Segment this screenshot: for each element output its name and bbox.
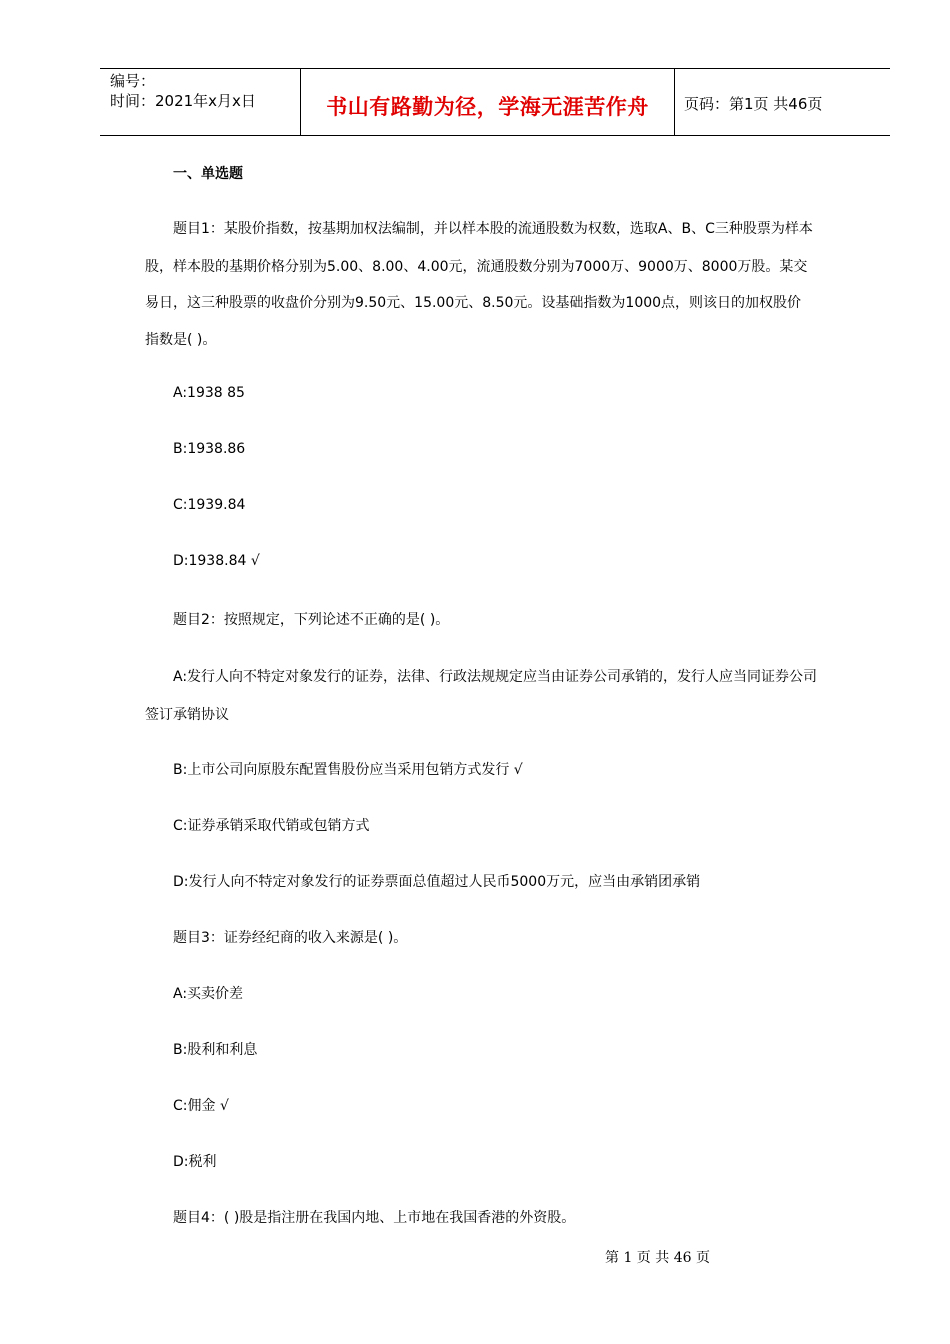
question-2-option-d: D:发行人向不特定对象发行的证券票面总值超过人民币5000万元，应当由承销团承销 bbox=[173, 874, 701, 890]
code-label: 编号： bbox=[110, 72, 156, 90]
question-1-option-c: C:1939.84 bbox=[173, 497, 246, 513]
question-3-text: 题目3：证券经纪商的收入来源是( )。 bbox=[173, 930, 408, 946]
question-2-option-a: 签订承销协议 bbox=[145, 707, 229, 723]
question-1-option-d: D:1938.84 √ bbox=[173, 553, 260, 569]
question-2-text: 题目2：按照规定，下列论述不正确的是( )。 bbox=[173, 612, 450, 628]
header-meta bbox=[110, 71, 256, 111]
question-2-option-c: C:证券承销采取代销或包销方式 bbox=[173, 818, 370, 834]
header-motto: 书山有路勤为径，学海无涯苦作舟 bbox=[326, 95, 649, 119]
time-label: 时间：2021年x月x日 bbox=[110, 92, 256, 110]
question-2-option-a: A:发行人向不特定对象发行的证券，法律、行政法规规定应当由证券公司承销的，发行人应当同证券公司 bbox=[173, 669, 818, 685]
header-page-info: 页码：第1页 共46页 bbox=[684, 95, 823, 113]
section-title: 一、单选题 bbox=[173, 166, 243, 182]
question-4-text: 题目4：( )股是指注册在我国内地、上市地在我国香港的外资股。 bbox=[173, 1210, 576, 1226]
question-1-text: 易日，这三种股票的收盘价分别为9.50元、15.00元、8.50元。设基础指数为1000点，则该日的加权股价 bbox=[145, 295, 802, 311]
question-3-option-c: C:佣金 √ bbox=[173, 1098, 229, 1114]
page-header bbox=[100, 68, 890, 136]
question-1-text: 题目1：某股价指数，按基期加权法编制，并以样本股的流通股数为权数，选取A、B、C三种股票为样本 bbox=[173, 221, 813, 237]
question-3-option-b: B:股利和利息 bbox=[173, 1042, 258, 1058]
question-3-option-d: D:税利 bbox=[173, 1154, 217, 1170]
question-1-option-b: B:1938.86 bbox=[173, 441, 246, 457]
question-1-option-a: A:1938 85 bbox=[173, 385, 245, 401]
question-1-text: 指数是( )。 bbox=[145, 332, 217, 348]
question-3-option-a: A:买卖价差 bbox=[173, 986, 244, 1002]
header-divider bbox=[674, 69, 675, 135]
question-2-option-b: B:上市公司向原股东配置售股份应当采用包销方式发行 √ bbox=[173, 762, 523, 778]
page-footer: 第 1 页 共 46 页 bbox=[605, 1250, 710, 1266]
question-1-text: 股，样本股的基期价格分别为5.00、8.00、4.00元，流通股数分别为7000万、9000万、8000万股。某交 bbox=[145, 259, 808, 275]
